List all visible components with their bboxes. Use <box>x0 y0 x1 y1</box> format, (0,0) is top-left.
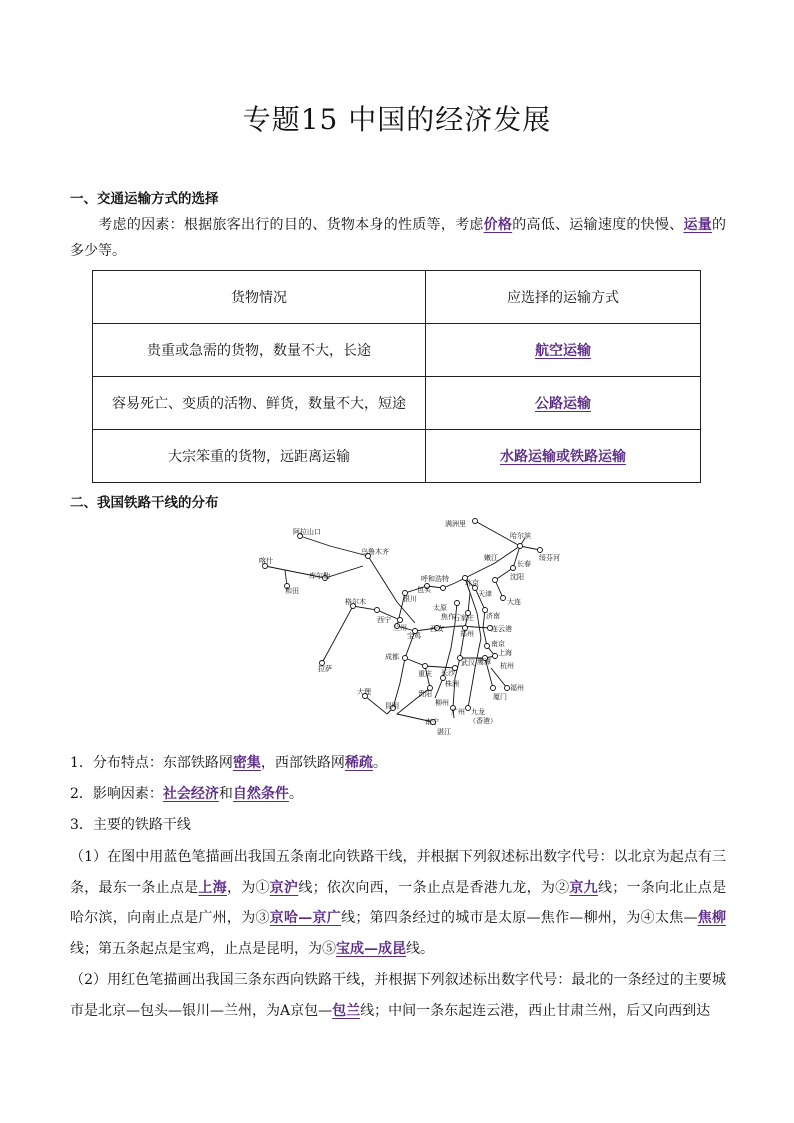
city-label: 西宁 <box>377 616 391 624</box>
city-label: 杭州 <box>500 662 514 670</box>
table-cell-goods: 贵重或急需的货物，数量不大，长途 <box>93 324 426 377</box>
city-label: 沈阳 <box>510 573 524 581</box>
table-cell-mode: 公路运输 <box>426 377 701 430</box>
city-label: 南宁 <box>425 718 439 726</box>
table-header: 应选择的运输方式 <box>426 271 701 324</box>
city-label: 昆明 <box>385 702 399 710</box>
city-label: 拉萨 <box>318 665 332 673</box>
table-cell-goods: 容易死亡、变质的活物、鲜货，数量不大，短途 <box>93 377 426 430</box>
point-distribution: 1．分布特点：东部铁路网密集，西部铁路网稀疏。 <box>70 755 387 771</box>
intro-paragraph: 考虑的因素：根据旅客出行的目的、货物本身的性质等，考虑价格的高低、运输速度的快慢、运量的多少等。 <box>70 217 727 259</box>
city-label: 和田 <box>285 587 299 595</box>
section-heading-railway: 二、我国铁路干线的分布 <box>70 495 219 511</box>
city-label: 宝鸡 <box>407 632 421 640</box>
city-label: 北京 <box>465 579 479 587</box>
city-label: 贵阳 <box>418 690 432 698</box>
keyword: 京九 <box>569 879 598 896</box>
keyword-natural-conditions: 自然条件 <box>232 786 289 802</box>
table-row <box>93 324 701 377</box>
city-label: 鹰潭 <box>477 658 491 666</box>
city-label: 西安 <box>430 625 444 633</box>
city-label: 石家庄 <box>453 614 474 622</box>
city-label: 大理 <box>357 688 371 696</box>
city-label: 福州 <box>510 684 524 692</box>
city-label: 湛江 <box>437 728 451 736</box>
keyword: 京沪 <box>269 879 299 896</box>
table-row <box>93 377 701 430</box>
table-header-row <box>93 271 701 324</box>
city-label: 包头 <box>417 586 431 594</box>
city-label: 重庆 <box>418 670 432 678</box>
city-label: 绥芬河 <box>539 554 560 562</box>
city-label: 长春 <box>517 560 531 568</box>
city-label: 银川 <box>403 595 417 603</box>
section-heading-transport: 一、交通运输方式的选择 <box>70 191 219 207</box>
city-label: 满洲里 <box>445 520 466 528</box>
page-title: 专题15 中国的经济发展 <box>242 103 552 136</box>
keyword: 京哈—京广 <box>269 910 342 926</box>
city-label: （香港） <box>469 717 497 725</box>
point-factors: 2．影响因素：社会经济和自然条件。 <box>70 786 303 802</box>
city-label: 株洲 <box>445 680 459 688</box>
city-label: 厦门 <box>493 693 507 701</box>
city-label: 兰州 <box>393 624 407 632</box>
keyword-social-economy: 社会经济 <box>162 786 219 802</box>
city-label: 嫩江 <box>484 554 498 562</box>
keyword-volume: 运量 <box>683 217 713 233</box>
city-label: 格尔木 <box>345 598 366 606</box>
table-row <box>93 430 701 483</box>
railway-map <box>255 518 575 740</box>
keyword-sparse: 稀疏 <box>344 755 373 771</box>
city-label: 九龙 <box>471 708 485 716</box>
table-cell-goods: 大宗笨重的货物，远距离运输 <box>93 430 426 483</box>
city-label: 乌鲁木齐 <box>361 548 389 556</box>
city-label: 武汉 <box>461 659 475 667</box>
city-label: 呼和浩特 <box>421 575 449 583</box>
city-label: 南京 <box>491 640 505 648</box>
keyword-dense: 密集 <box>232 755 261 771</box>
table-cell-mode: 航空运输 <box>426 324 701 377</box>
city-label: 上海 <box>498 649 512 657</box>
city-label: 成都 <box>385 653 399 661</box>
city-label: 济南 <box>486 612 500 620</box>
keyword: 上海 <box>198 879 227 896</box>
question-2: （2）用红色笔描画出我国三条东西向铁路干线，并根据下列叙述标出数字代号：最北的一条经过的主要城市是北京—包头—银川—兰州，为A京包—包兰线；中间一条东起连云港，西止甘肃兰州，后又向西到达 <box>70 972 726 1019</box>
keyword-price: 价格 <box>483 217 513 233</box>
city-label: 长沙 <box>441 669 455 677</box>
city-label: 哈尔滨 <box>510 532 531 540</box>
keyword: 焦柳 <box>697 910 727 926</box>
city-label: 郑州 <box>460 630 474 638</box>
city-label: 连云港 <box>491 625 512 633</box>
table-cell-mode: 水路运输或铁路运输 <box>426 430 701 483</box>
transport-table <box>92 270 701 483</box>
keyword: 宝成—成昆 <box>336 940 406 957</box>
city-label: 焦作 <box>441 613 455 621</box>
point-main-lines: 3．主要的铁路干线 <box>70 817 191 833</box>
city-label: 太原 <box>433 604 447 612</box>
city-label: 阿拉山口 <box>293 528 321 536</box>
city-label: 喀什 <box>259 557 273 565</box>
city-label: 大连 <box>507 598 521 606</box>
city-label: 柳州 <box>435 699 449 707</box>
city-label: 广州 <box>451 708 465 716</box>
keyword: 包兰 <box>332 1002 361 1019</box>
city-label: 库尔勒 <box>309 572 330 580</box>
question-1: （1）在图中用蓝色笔描画出我国五条南北向铁路干线，并根据下列叙述标出数字代号：以北京为起点有三条，最东一条止点是上海，为①京沪线；依次向西，一条止点是香港九龙，为②京九线；一条向北止点是哈尔滨，向南止点是广州，为③京哈—京广线；第四条经过的城市是太原—焦作—柳州，为④太焦—焦柳线；第五条起点是宝鸡，止点是昆明，为⑤宝成—成昆线。 <box>70 849 727 957</box>
table-header: 货物情况 <box>93 271 426 324</box>
city-label: 天津 <box>478 590 492 598</box>
